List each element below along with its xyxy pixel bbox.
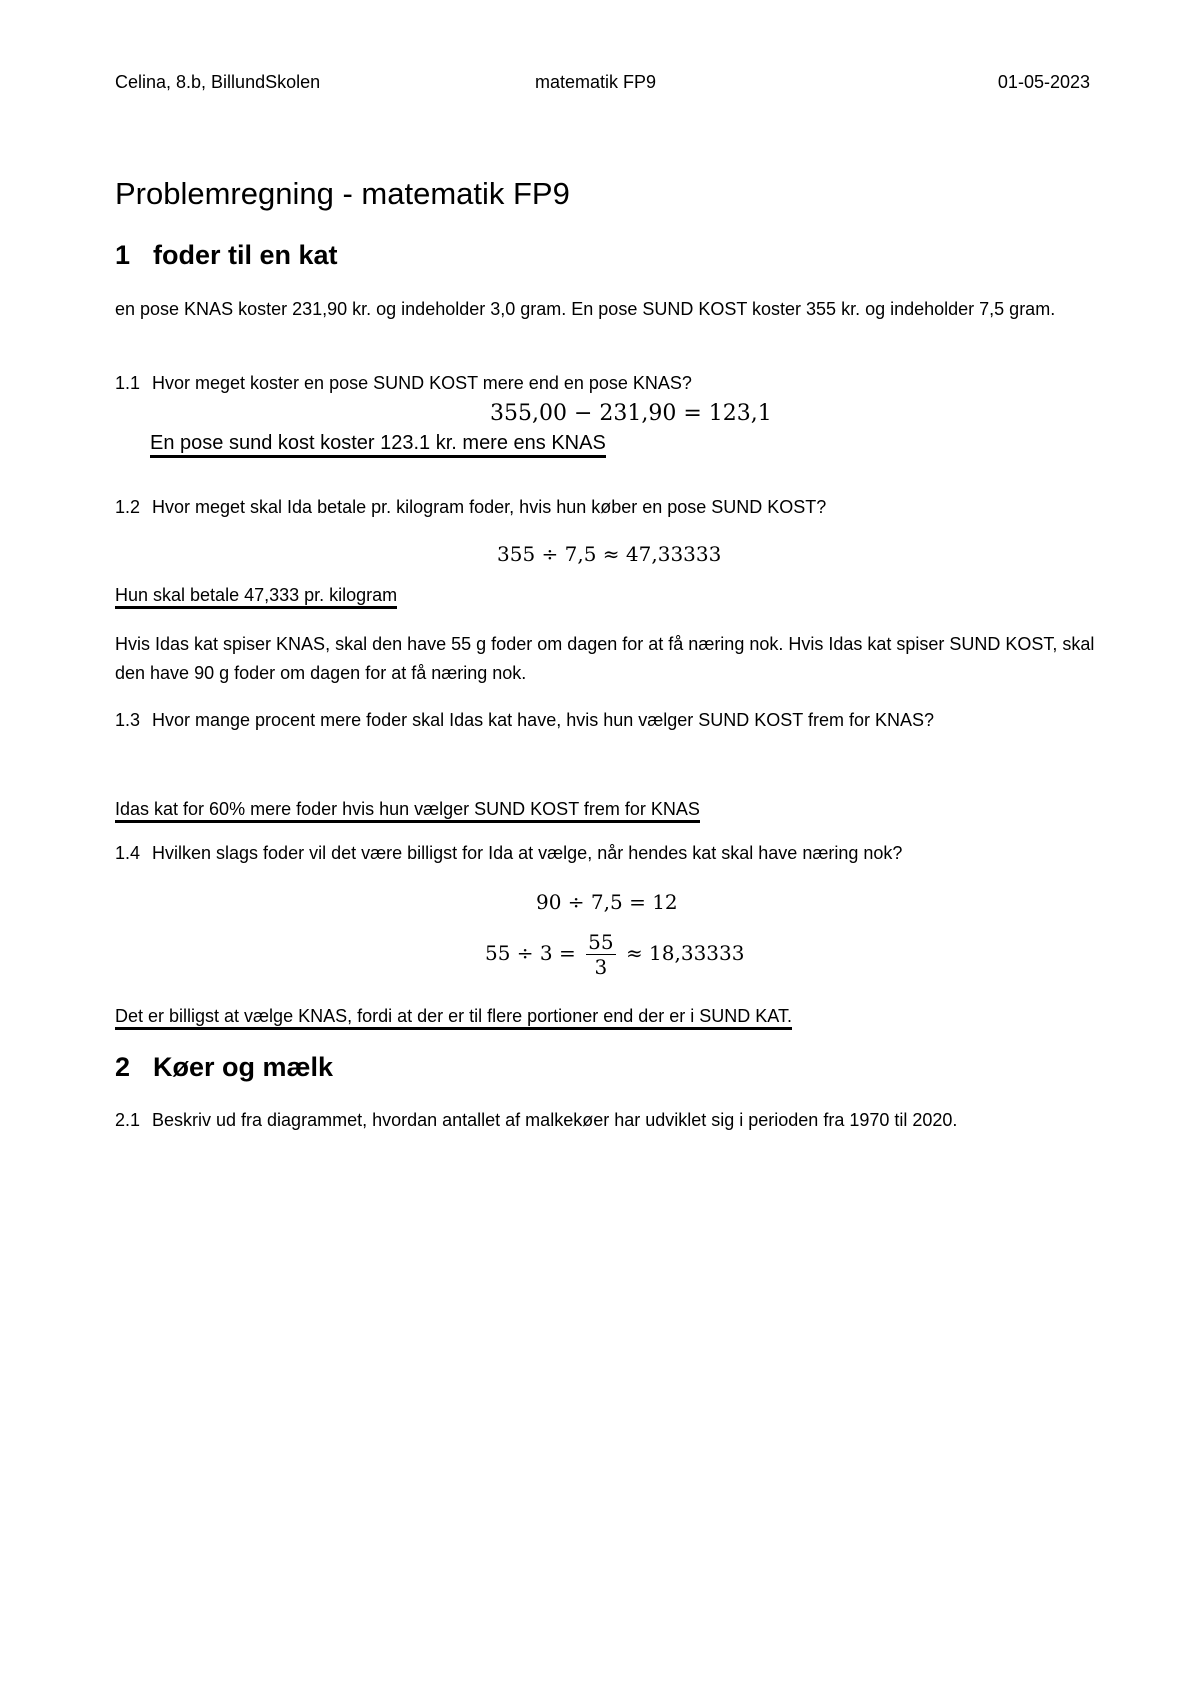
section-1-heading	[115, 240, 338, 271]
question-1-3-number: 1.3	[115, 710, 141, 730]
section-2-title: Køer og mælk	[153, 1052, 334, 1082]
section-1-number: 1	[115, 240, 131, 270]
calc-1-2: 355 ÷ 7,5 ≈ 47,33333	[497, 542, 722, 566]
question-1-2	[115, 497, 826, 518]
answer-1-1: En pose sund kost koster 123.1 kr. mere ens KNAS	[150, 432, 606, 458]
page-title: Problemregning - matematik FP9	[115, 176, 570, 211]
header-subject: matematik FP9	[535, 72, 657, 92]
fraction-denominator: 3	[594, 955, 608, 979]
question-1-1	[115, 373, 692, 394]
section-1-title: foder til en kat	[153, 240, 338, 270]
question-2-1-number: 2.1	[115, 1110, 141, 1130]
header-author: Celina, 8.b, BillundSkolen	[115, 72, 321, 92]
header-date: 01-05-2023	[997, 72, 1090, 92]
page-header	[115, 72, 1090, 102]
section-1-paragraph: Hvis Idas kat spiser KNAS, skal den have 55 g foder om dagen for at få næring nok. Hvis Idas kat spiser SUND KOST, skal den have 90 g foder om dagen for at få næring nok.	[115, 634, 1095, 683]
question-1-2-text: Hvor meget skal Ida betale pr. kilogram foder, hvis hun køber en pose SUND KOST?	[152, 497, 827, 517]
answer-1-2: Hun skal betale 47,333 pr. kilogram	[115, 585, 397, 609]
answer-1-3: Idas kat for 60% mere foder hvis hun vælger SUND KOST frem for KNAS	[115, 799, 700, 823]
section-2-number: 2	[115, 1052, 131, 1082]
question-1-3	[115, 710, 934, 731]
question-1-1-number: 1.1	[115, 373, 141, 393]
question-2-1	[115, 1110, 957, 1131]
calc-1-4-fraction	[586, 930, 615, 979]
calc-1-1: 355,00 − 231,90 = 123,1	[490, 401, 772, 426]
calc-1-4-a: 90 ÷ 7,5 = 12	[536, 890, 678, 914]
section-2-heading	[115, 1052, 333, 1083]
question-1-4-number: 1.4	[115, 843, 141, 863]
question-1-1-text: Hvor meget koster en pose SUND KOST mere end en pose KNAS?	[152, 373, 692, 393]
answer-1-4: Det er billigst at vælge KNAS, fordi at der er til flere portioner end der er i SUND KAT.	[115, 1006, 792, 1030]
question-1-4	[115, 843, 902, 864]
calc-1-4-b	[485, 930, 744, 979]
question-1-2-number: 1.2	[115, 497, 141, 517]
section-1-intro: en pose KNAS koster 231,90 kr. og indeholder 3,0 gram. En pose SUND KOST koster 355 kr. og indeholder 7,5 gram.	[115, 299, 1056, 319]
fraction-numerator: 55	[588, 930, 614, 954]
question-1-4-text: Hvilken slags foder vil det være billigst for Ida at vælge, når hendes kat skal have næring nok?	[152, 843, 903, 863]
calc-1-4-b-left: 55 ÷ 3 =	[485, 941, 576, 965]
question-1-3-text: Hvor mange procent mere foder skal Idas kat have, hvis hun vælger SUND KOST frem for KNAS?	[152, 710, 934, 730]
question-2-1-text: Beskriv ud fra diagrammet, hvordan antallet af malkekøer har udviklet sig i perioden fra 1970 til 2020.	[152, 1110, 958, 1130]
calc-1-4-b-right: ≈ 18,33333	[625, 941, 745, 965]
